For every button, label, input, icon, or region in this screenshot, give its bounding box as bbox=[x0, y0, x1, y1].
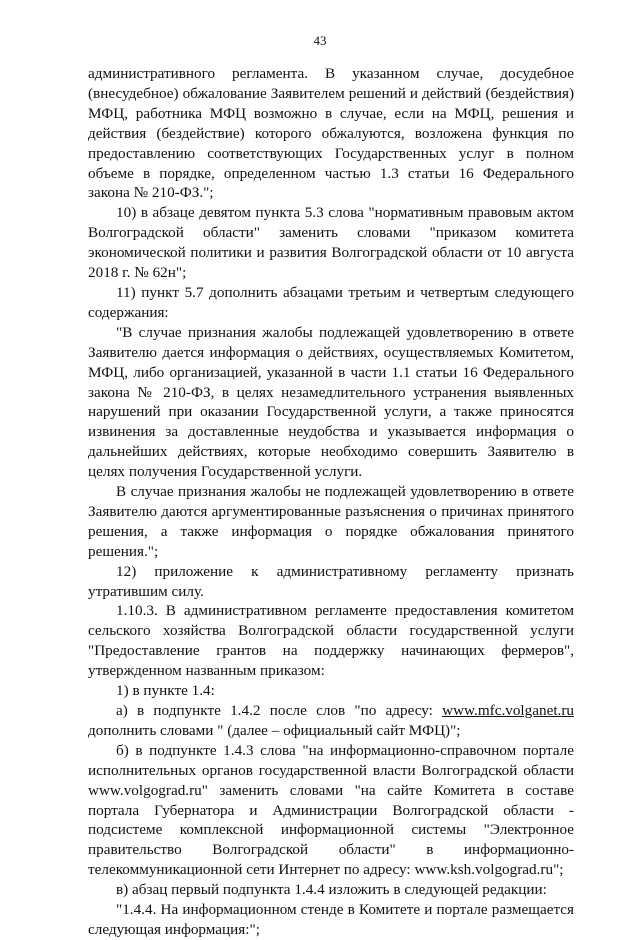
paragraph: 1) в пункте 1.4: bbox=[116, 682, 215, 700]
document-body bbox=[88, 64, 574, 940]
paragraph: административного регламента. В указанном случае, досудебное (внесудебное) обжалование Заявителем решений и действий (бездействия) МФЦ, работника МФЦ возможно в случае, если на МФЦ, решения и действия (бездействие) которого обжалуются, возложена функция по предоставлению соответствующих Государственных услуг в полном объеме в порядке, определенном частью 1.3 статьи 16 Федерального закона № 210-ФЗ."; bbox=[88, 65, 574, 202]
paragraph: 1.10.3. В административном регламенте предоставления комитетом сельского хозяйства Волгоградской области государственной услуги "Предоставление грантов на поддержку начинающих фермеров", утвержденном названным приказом: bbox=[88, 602, 574, 680]
paragraph: 11) пункт 5.7 дополнить абзацами третьим и четвертым следующего содержания: bbox=[88, 283, 574, 321]
paragraph: "1.4.4. На информационном стенде в Комитете и портале размещается следующая информация:"; bbox=[88, 901, 574, 938]
paragraph-text: дополнить словами " (далее – официальный сайт МФЦ)"; bbox=[88, 721, 461, 739]
page-number: 43 bbox=[313, 33, 327, 48]
paragraph-text: а) в подпункте 1.4.2 после слов "по адресу: bbox=[116, 702, 443, 719]
paragraph: В случае признания жалобы не подлежащей удовлетворению в ответе Заявителю даются аргументированные разъяснения о причинах принятого решения, а также информация о порядке обжалования принятого решения."; bbox=[88, 483, 574, 560]
paragraph: б) в подпункте 1.4.3 слова "на информационно-справочном портале исполнительных органов государственной власти Волгоградской области www.volgograd.ru" заменить словами "на сайте Комитета в составе портала Губернатора и Администрации Волгоградской области - подсистеме комплексной информационной системы "Электронное правительство Волгоградской области" в информационно-телекоммуникационной сети Интернет по адресу: www.ksh.volgograd.ru"; bbox=[88, 741, 574, 879]
paragraph bbox=[88, 701, 574, 741]
paragraph: "В случае признания жалобы подлежащей удовлетворению в ответе Заявителю дается информация о действиях, осуществляемых Комитетом, МФЦ, либо организацией, указанной в части 1.1 статьи 16 Федерального закона № 210-ФЗ, в целях незамедлительного устранения выявленных нарушений при оказании Государственной услуги, а также приносятся извинения за доставленные неудобства и указывается информация о дальнейших действиях, которые необходимо совершить Заявителю в целях получения Государственной услуги. bbox=[88, 323, 574, 481]
mfc-url-link[interactable]: www.mfc.volganet.ru bbox=[442, 702, 574, 719]
paragraph: 10) в абзаце девятом пункта 5.3 слова "нормативным правовым актом Волгоградской области" заменить словами "приказом комитета экономической политики и развития Волгоградской области от 10 августа 2018 г. № 62н"; bbox=[88, 204, 574, 282]
paragraph: 12) приложение к административному регламенту признать утратившим силу. bbox=[88, 562, 574, 600]
paragraph: в) абзац первый подпункта 1.4.4 изложить в следующей редакции: bbox=[116, 881, 547, 899]
